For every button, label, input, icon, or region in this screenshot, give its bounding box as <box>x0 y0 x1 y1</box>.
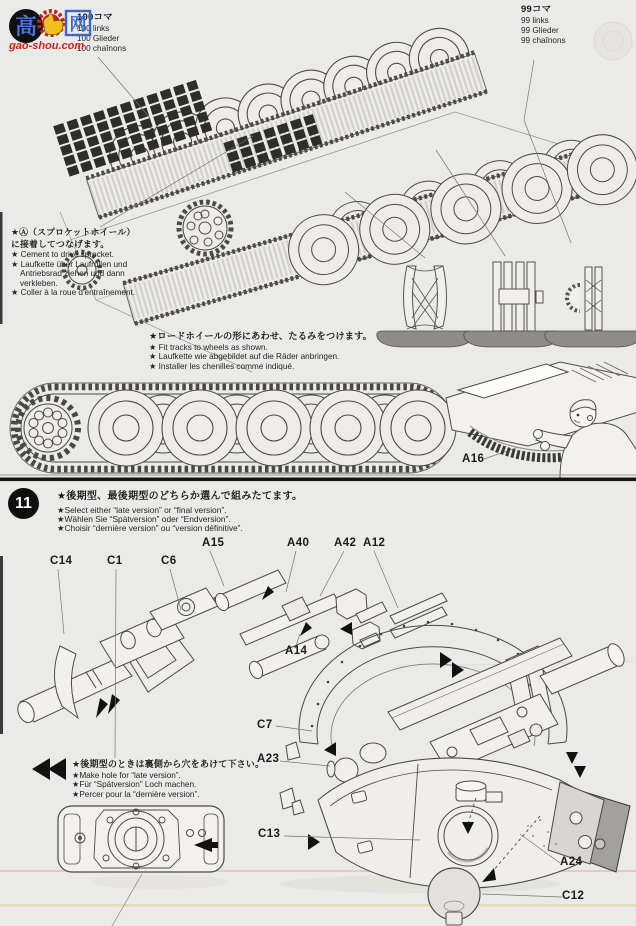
part-label-a23: A23 <box>257 753 280 765</box>
part-label-a24: A24 <box>560 856 583 868</box>
part-label-a16: A16 <box>462 453 485 465</box>
fit-tracks-note: ★ロードホイールの形にあわせ、たるみをつけます。 ★ Fit tracks to wheels as shown. ★ Laufkette wie abgebildet auf die Räder anbringen. ★ Installer les chenilles comme indiqué. <box>149 331 373 371</box>
logo-gao-char: 高 <box>14 14 38 39</box>
logo-url: gao-shou.com <box>9 40 85 52</box>
part-label-c12: C12 <box>562 890 585 902</box>
part-label-a15: A15 <box>202 537 225 549</box>
step-number: 11 <box>15 494 32 512</box>
track-count-left-note: 100コマ 100 links 100 Glieder 100 chaînons <box>77 12 127 53</box>
late-version-hole-note: ★後期型のときは裏側から穴をあけて下さい。 ★Make hole for “late version”. ★Für “Spätversion” Loch machen. ★Percer pour la “dernière version”. <box>72 759 265 799</box>
track-cross-section-views <box>377 262 636 347</box>
section-divider <box>0 475 636 482</box>
gun-shield-assembly <box>284 758 604 925</box>
part-label-a14: A14 <box>285 645 308 657</box>
logo-wang-char: 网 <box>69 15 87 34</box>
track-loop-side-view <box>10 383 456 473</box>
track-count-right-note: 99コマ 99 links 99 Glieder 99 chaînons <box>521 4 566 45</box>
part-label-c13: C13 <box>258 828 281 840</box>
step11-header-note: ★後期型、最後期型のどちらか選んで組みたてます。 ★Select either “late version” or “final version”. ★Wählen Sie “Spätversion” oder “Endversion”. ★Choisir “dernière version” ou “version définitive”. <box>57 491 303 534</box>
suspension-parts <box>210 551 447 681</box>
part-label-c6: C6 <box>161 555 177 567</box>
part-label-c7: C7 <box>257 719 273 731</box>
part-label-c1: C1 <box>107 555 123 567</box>
double-arrow-icon <box>32 758 66 780</box>
mantlet-rear-view <box>58 806 224 926</box>
part-label-a40: A40 <box>287 537 310 549</box>
scan-edge-shadow <box>0 212 3 734</box>
part-label-c14: C14 <box>50 555 73 567</box>
step-number-badge <box>8 488 39 519</box>
part-label-a42: A42 <box>334 537 357 549</box>
gun-barrel-assembly <box>15 569 235 758</box>
gaoshou-watermark-logo <box>6 6 110 54</box>
sprocket-cement-note: ★Ⓐ（スプロケットホイール） に接着してつなげます。 ★ Cement to drive sprocket. ★ Laufkette über Laufrollen und Antriebsrad ziehen und dann verkleben. ★ Coller à la roue d'entraînement. <box>11 227 136 298</box>
part-label-a12: A12 <box>363 537 386 549</box>
